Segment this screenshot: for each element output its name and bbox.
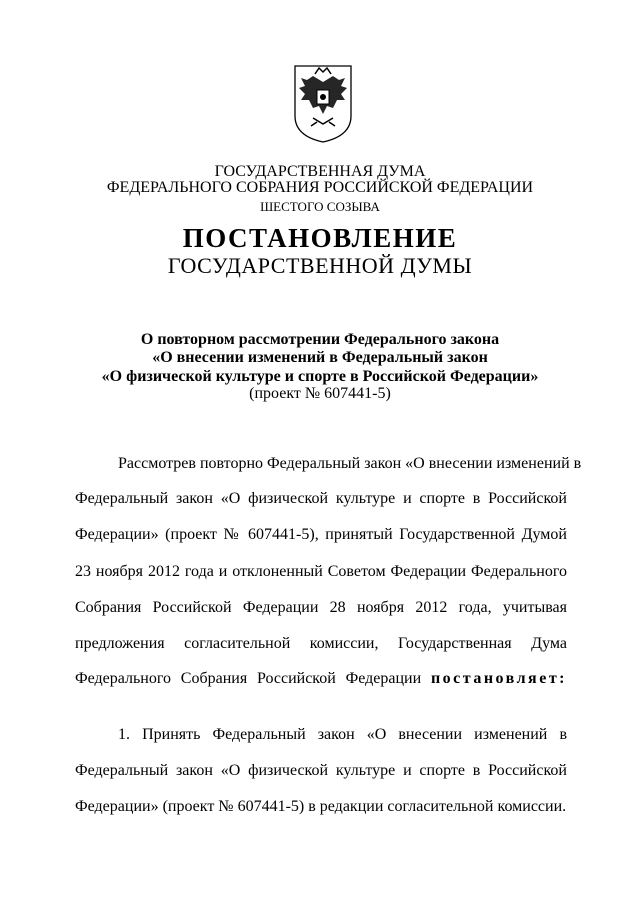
paragraph-1-line-7 [75, 671, 567, 687]
resolution-title-line-1: О повторном рассмотрении Федерального закона [140, 331, 500, 348]
convocation: ШЕСТОГО СОЗЫВА [260, 199, 380, 214]
resolution-title-line-2: «О внесении изменений в Федеральный закон [152, 349, 488, 366]
paragraph-1-line-1: Рассмотрев повторно Федеральный закон «О внесении изменений в [118, 455, 582, 472]
paragraph-1-line-3: Федерации» (проект № 607441-5), принятый Государственной Думой [75, 526, 567, 543]
org-line-2: ФЕДЕРАЛЬНОГО СОБРАНИЯ РОССИЙСКОЙ ФЕДЕРАЦИИ [106, 179, 534, 196]
org-line-1: ГОСУДАРСТВЕННАЯ ДУМА [214, 163, 426, 180]
item-1-line-2: Федеральный закон «О физической культуре и спорте в Российской [75, 762, 567, 779]
doc-type-title: ПОСТАНОВЛЕНИЕ [182, 223, 458, 253]
assembly-name: Федерального Собрания Российской Федерации [75, 670, 422, 687]
paragraph-1-line-4: 23 ноября 2012 года и отклоненный Советом Федерации Федерального [75, 563, 567, 580]
coat-of-arms-emblem-icon [293, 64, 353, 144]
paragraph-1-line-6: предложения согласительной комиссии, Государственная Дума [75, 635, 567, 652]
resolution-title-line-3: «О физической культуре и спорте в Российской Федерации» [101, 368, 539, 385]
paragraph-1-line-5: Собрания Российской Федерации 28 ноября 2012 года, учитывая [75, 599, 567, 616]
project-number: (проект № 607441-5) [249, 385, 391, 402]
item-1-line-3: Федерации» (проект № 607441-5) в редакции согласительной комиссии. [75, 798, 567, 815]
issuer-title: ГОСУДАРСТВЕННОЙ ДУМЫ [167, 253, 473, 278]
item-1-line-1: 1. Принять Федеральный закон «О внесении изменений в [118, 726, 567, 743]
paragraph-1-line-2: Федеральный закон «О физической культуре и спорте в Российской [75, 490, 567, 507]
resolves-word: постановляет: [430, 670, 567, 687]
